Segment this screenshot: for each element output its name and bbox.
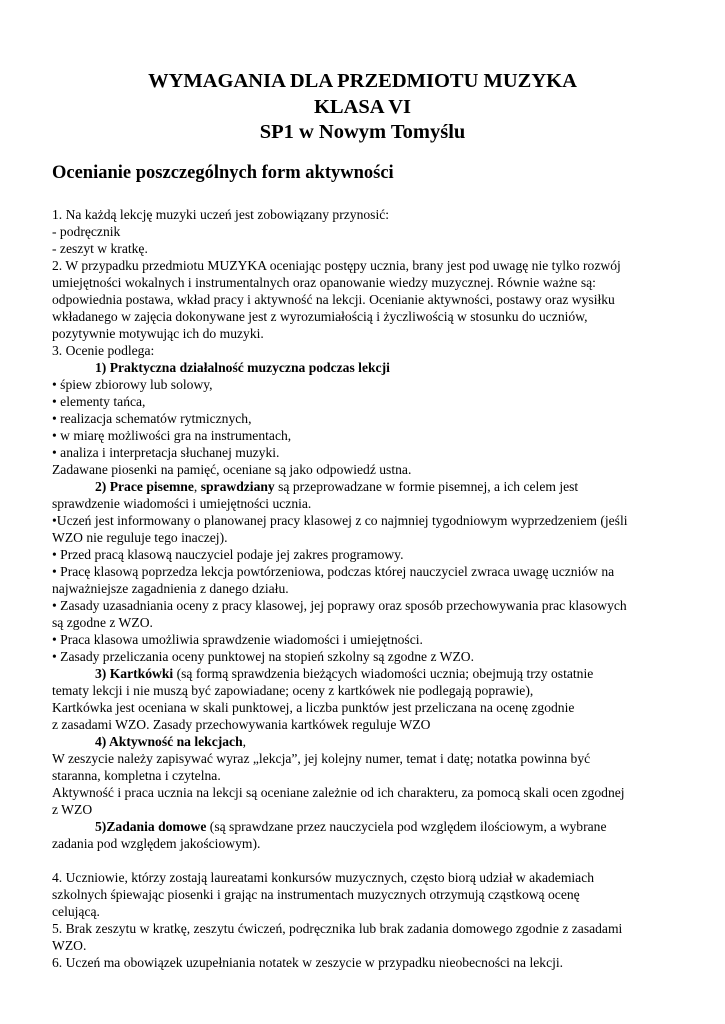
list-item: • analiza i interpretacja słuchanej muzyki. (52, 445, 280, 460)
list-item: • Zasady uzasadniania oceny z pracy klasowej, jej poprawy oraz sposób przechowywania prac klasowych (52, 598, 627, 613)
list-item: - podręcznik (52, 224, 121, 239)
paragraph-line: 2. W przypadku przedmiotu MUZYKA oceniając postępy ucznia, brany jest pod uwagę nie tylko rozwój (52, 258, 621, 273)
paragraph-line: Kartkówka jest oceniana w skali punktowej, a liczba punktów jest przeliczana na ocenę zgodnie (52, 700, 575, 715)
list-item: - zeszyt w kratkę. (52, 241, 148, 256)
paragraph-line: 6. Uczeń ma obowiązek uzupełniania notatek w zeszycie w przypadku nieobecności na lekcji. (52, 955, 564, 970)
document-title-line-1: WYMAGANIA DLA PRZEDMIOTU MUZYKA (148, 70, 577, 92)
paragraph-line: staranna, kompletna i czytelna. (52, 768, 221, 783)
paragraph-line: Zadawane piosenki na pamięć, oceniane są jako odpowiedź ustna. (52, 462, 412, 477)
subheading-text: 4) Aktywność na lekcjach (95, 734, 243, 749)
paragraph-line: 1. Na każdą lekcję muzyki uczeń jest zobowiązany przynosić: (52, 207, 390, 222)
paragraph-line: szkolnych śpiewając piosenki i grając na instrumentach muzycznych otrzymują cząstkową ocenę (52, 887, 580, 902)
paragraph-line: z zasadami WZO. Zasady przechowywania kartkówek reguluje WZO (52, 717, 431, 732)
paragraph-line: Aktywność i praca ucznia na lekcji są oceniane zależnie od ich charakteru, za pomocą skali ocen zgodnej (52, 785, 625, 800)
subheading-practical-activity (95, 359, 390, 376)
paragraph-line: wkładanego w zajęcia dokonywane jest z wyrozumiałością i życzliwością w stosunku do uczniów, (52, 309, 588, 324)
subheading-homework (95, 818, 607, 835)
paragraph-line: 3. Ocenie podlega: (52, 343, 155, 358)
list-item: • elementy tańca, (52, 394, 146, 409)
list-item: • śpiew zbiorowy lub solowy, (52, 377, 213, 392)
list-item: • w miarę możliwości gra na instrumentach, (52, 428, 292, 443)
paragraph-line: pozytywnie motywując ich do muzyki. (52, 326, 264, 341)
paragraph-line: tematy lekcji i nie muszą być zapowiadane; oceny z kartkówek nie podlegają poprawie), (52, 683, 534, 698)
subheading-separator: , (193, 479, 201, 494)
paragraph-line: celującą. (52, 904, 100, 919)
document-title-line-3: SP1 w Nowym Tomyślu (259, 121, 466, 143)
paragraph-line: najważniejsze zagadnienia z danego działu. (52, 581, 289, 596)
list-item: • realizacja schematów rytmicznych, (52, 411, 252, 426)
subheading-text: 2) Prace pisemne (95, 479, 194, 494)
list-item: • Praca klasowa umożliwia sprawdzenie wiadomości i umiejętności. (52, 632, 423, 647)
paragraph-line: WZO. (52, 938, 87, 953)
subheading-description: , (242, 734, 247, 749)
section-heading: Ocenianie poszczególnych form aktywności (52, 163, 394, 183)
subheading-text: 3) Kartkówki (95, 666, 174, 681)
paragraph-line: są zgodne z WZO. (52, 615, 153, 630)
subheading-text: sprawdziany (200, 479, 275, 494)
paragraph-line: z WZO (52, 802, 93, 817)
paragraph-line: 5. Brak zeszytu w kratkę, zeszytu ćwiczeń, podręcznika lub brak zadania domowego zgodnie z zasadami (52, 921, 623, 936)
paragraph-line: W zeszycie należy zapisywać wyraz „lekcja”, jej kolejny numer, temat i datę; notatka powinna być (52, 751, 591, 766)
paragraph-line: umiejętności wokalnych i instrumentalnych oraz opanowanie wiedzy muzycznej. Równie ważne są: (52, 275, 596, 290)
paragraph-line: sprawdzenie wiadomości i umiejętności ucznia. (52, 496, 312, 511)
subheading-written-work (95, 478, 578, 495)
list-item: • Pracę klasową poprzedza lekcja powtórzeniowa, podczas której nauczyciel zwraca uwagę uczniów na (52, 564, 615, 579)
paragraph-line: WZO nie reguluje tego inaczej). (52, 530, 228, 545)
subheading-text: 5)Zadania domowe (95, 819, 207, 834)
paragraph-line: zadania pod względem jakościowym). (52, 836, 261, 851)
subheading-description: są przeprowadzane w formie pisemnej, a ich celem jest (274, 479, 579, 494)
list-item: •Uczeń jest informowany o planowanej pracy klasowej z co najmniej tygodniowym wyprzedzeniem (jeśli (52, 513, 628, 528)
paragraph-line: odpowiednia postawa, wkład pracy i aktywność na lekcji. Ocenianie aktywności, postawy oraz wysiłku (52, 292, 615, 307)
list-item: • Zasady przeliczania oceny punktowej na stopień szkolny są zgodne z WZO. (52, 649, 474, 664)
subheading-class-activity (95, 733, 246, 750)
subheading-description: (są formą sprawdzenia bieżących wiadomości ucznia; obejmują trzy ostatnie (173, 666, 594, 681)
list-item: • Przed pracą klasową nauczyciel podaje jej zakres programowy. (52, 547, 404, 562)
subheading-description: (są sprawdzane przez nauczyciela pod względem ilościowym, a wybrane (206, 819, 607, 834)
paragraph-line: 4. Uczniowie, którzy zostają laureatami konkursów muzycznych, często biorą udział w akademiach (52, 870, 595, 885)
subheading-quizzes (95, 665, 593, 682)
document-title-line-2: KLASA VI (313, 96, 412, 118)
subheading-text: 1) Praktyczna działalność muzyczna podczas lekcji (95, 360, 390, 375)
